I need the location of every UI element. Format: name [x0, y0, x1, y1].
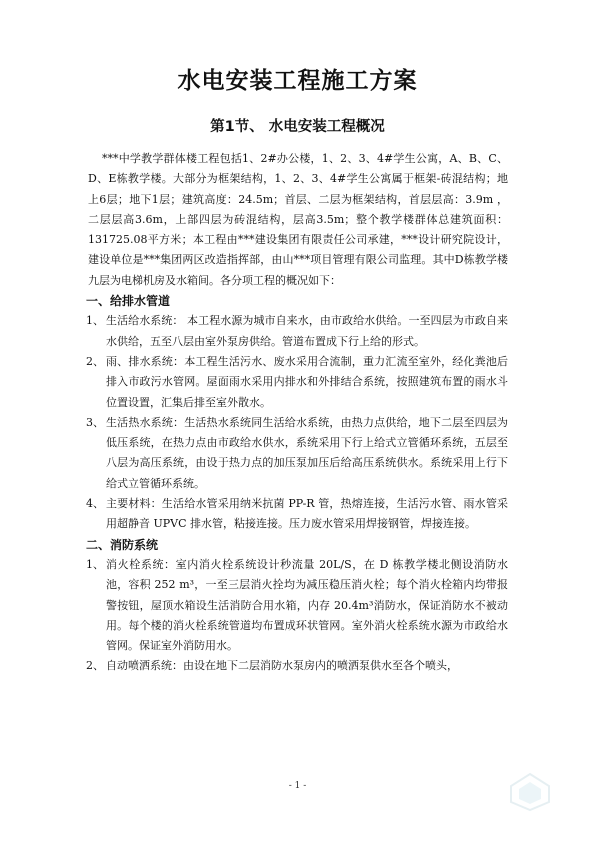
list-item-number: 2、	[86, 659, 104, 673]
list-item	[88, 555, 508, 656]
document-title: 水电安装工程施工方案	[177, 68, 418, 94]
watermark-logo-icon	[507, 772, 553, 812]
list-item-text: 雨、排水系统：本工程生活污水、废水采用合流制，重力汇流至室外，经化粪池后排入市政污水管网。屋面雨水采用内排水和外排结合系统，按照建筑布置的雨水斗位置设置，汇集后排至室外散水。	[106, 354, 508, 409]
list-item-text: 自动喷洒系统：由设在地下二层消防水泵房内的喷洒泵供水至各个喷头，	[106, 659, 458, 673]
list-item-text: 主要材料：生活给水管采用纳米抗菌 PP-R 管，热熔连接，生活污水管、雨水管采用超静音 UPVC 排水管，粘接连接。压力废水管采用焊接钢管，焊接连接。	[106, 497, 508, 531]
list-item	[88, 352, 508, 413]
list-item	[88, 656, 508, 676]
list-item-number: 1、	[86, 557, 104, 571]
document-body	[88, 149, 508, 677]
list-item-text: 生活给水系统： 本工程水源为城市自来水，由市政给水供给。一至四层为市政自来水供给，五至八层由室外泵房供给。管道布置成下行上给的形式。	[106, 314, 508, 348]
list-item-number: 3、	[86, 415, 104, 429]
list-item	[88, 494, 508, 535]
list-item-number: 1、	[86, 314, 104, 328]
list-item-text: 生活热水系统：生活热水系统同生活给水系统，由热力点供给，地下二层至四层为低压系统，在热力点由市政给水供水，系统采用下行上给式立管循环系统，五层至八层为高压系统，由设于热力点的加压泵加压后给高压系统供水。系统采用上行下给式立管循环系统。	[106, 415, 508, 490]
list-item-text: 消火栓系统：室内消火栓系统设计秒流量 20L/S，在 D 栋教学楼北侧设消防水池，容积 252 m³，一至三层消火拴均为减压稳压消火栓；每个消火栓箱内均带报警按钮，屋顶水箱设生活消防合用水箱，内存 20.4m³消防水，保证消防水不被动用。每个楼的消火栓系统管道均布置成环状管网。室外消火栓系统水源为市政给水管网。保证室外消防用水。	[106, 557, 508, 653]
list-item-number: 4、	[86, 497, 104, 511]
section-title: 第1节、 水电安装工程概况	[210, 119, 385, 135]
page-number: - 1 -	[288, 781, 307, 791]
heading-water-piping: 一、给排水管道	[86, 294, 171, 309]
list-item-number: 2、	[86, 354, 104, 368]
heading-fire-system: 二、消防系统	[86, 537, 159, 552]
list-item	[88, 311, 508, 352]
list-item	[88, 413, 508, 494]
intro-paragraph: ***中学教学群体楼工程包括1、2#办公楼，1、2、3、4#学生公寓，A、B、C、D、E栋教学楼。大部分为框架结构，1、2、3、4#学生公寓属于框架-砖混结构；地上6层；地下1层；建筑高度：24.5m；首层、二层为框架结构，首层层高：3.9m ，二层层高3.6m，上部四层为砖混结构，层高3.5m；整个教学楼群体总建筑面积：131725.08平方米；本工程由***建设集团有限责任公司承建，***设计研究院设计，建设单位是***集团两区改造指挥部，由山***项目管理有限公司监理。其中D栋教学楼九层为电梯机房及水箱间。各分项工程的概况如下：	[88, 152, 508, 287]
